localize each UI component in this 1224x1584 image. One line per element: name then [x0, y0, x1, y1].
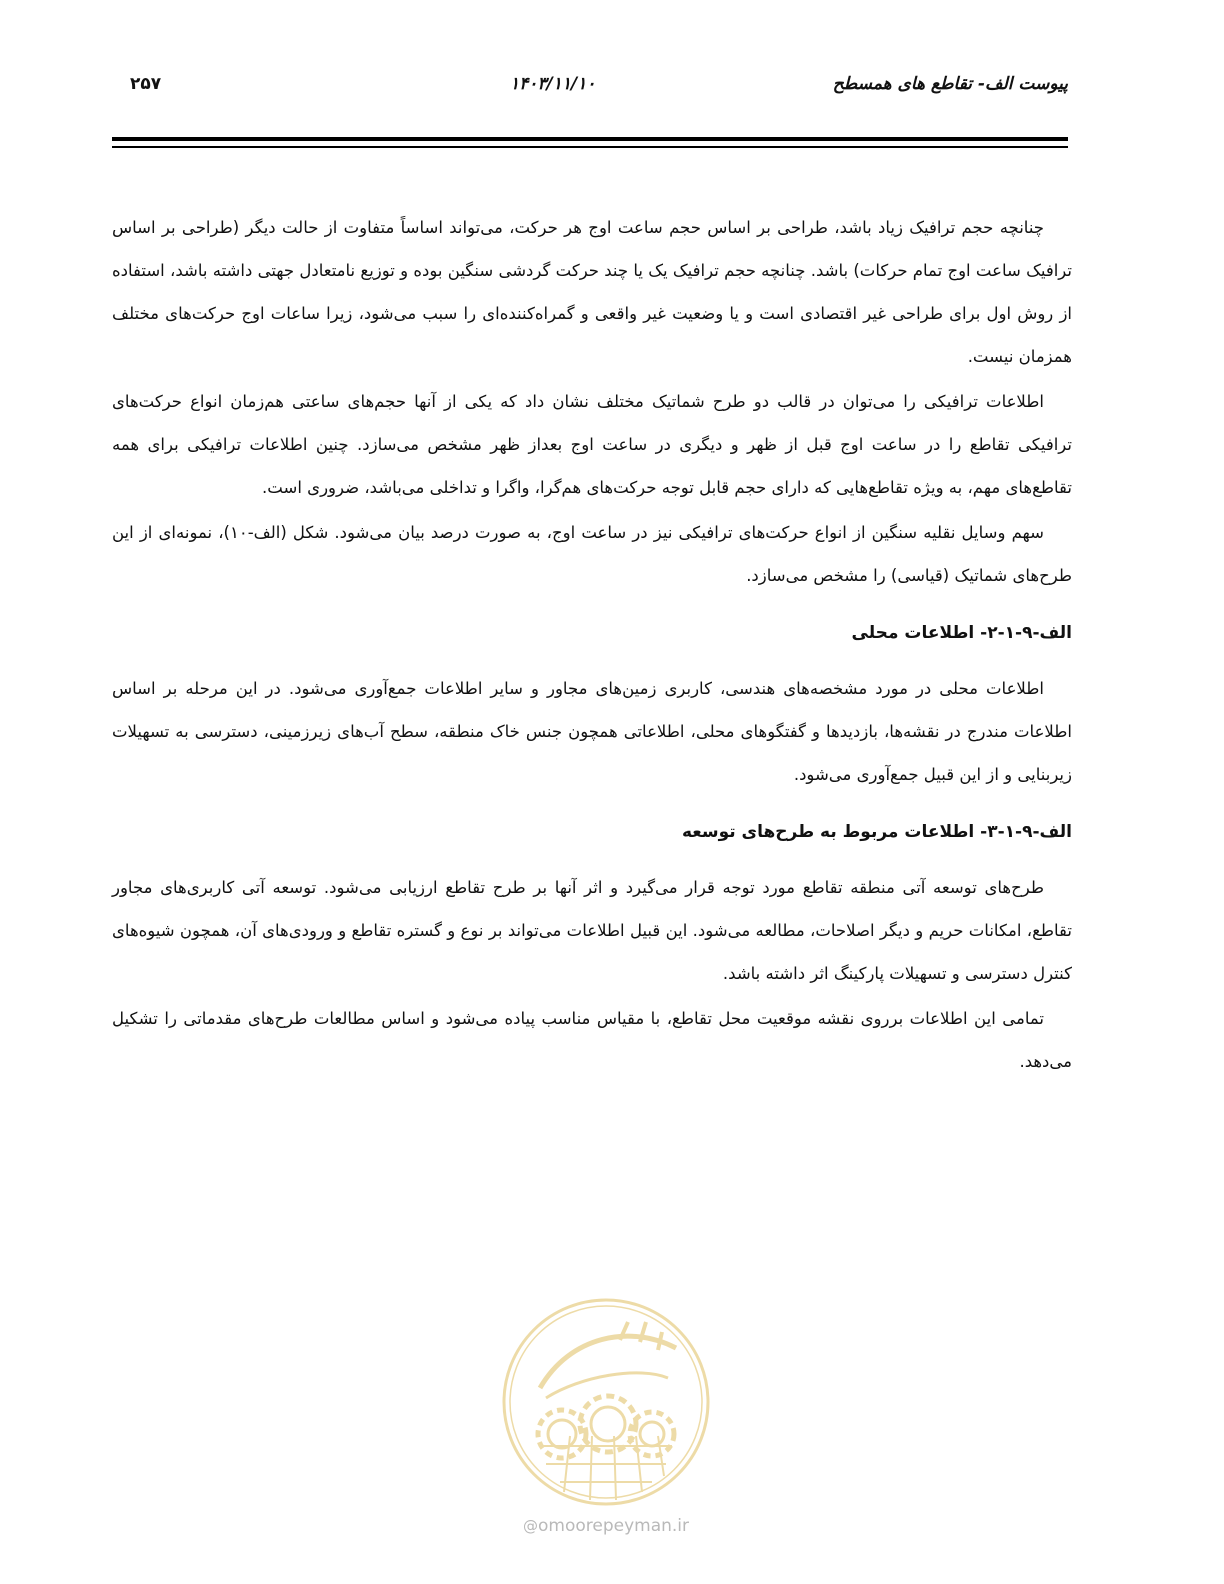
page-number: ۲۵۷: [130, 74, 162, 94]
body-text: [112, 206, 1072, 1085]
at-sign-icon: @: [522, 1517, 538, 1535]
header-title: پیوست الف- تقاطع های همسطح: [832, 74, 1068, 94]
paragraph: تمامی این اطلاعات برروی نقشه موقعیت محل تقاطع، با مقیاس مناسب پیاده می‌شود و اساس مطالعات طرح‌های مقدماتی را تشکیل می‌دهد.: [112, 1009, 1072, 1071]
header-rule-thin: [112, 146, 1068, 148]
section-heading: الف-۹-۱-۲- اطلاعات محلی: [851, 623, 1072, 643]
header-rule-thick: [112, 137, 1068, 141]
website-text: omoorepeyman.ir: [537, 1516, 690, 1536]
watermark-website: [500, 1516, 712, 1536]
paragraph: طرح‌های توسعه آتی منطقه تقاطع مورد توجه قرار می‌گیرد و اثر آنها بر طرح تقاطع ارزیابی می‌شود. توسعه آتی کاربری‌های مجاور تقاطع، امکانات حریم و دیگر اصلاحات، مطالعه می‌شود. این قبیل اطلاعات می‌تواند بر نوع و گستره تقاطع و ورودی‌های آن، همچون شیوه‌های کنترل دسترسی و تسهیلات پارکینگ اثر داشته باشد.: [112, 878, 1072, 983]
header-date: ۱۴۰۳/۱۱/۱۰: [510, 74, 596, 94]
paragraph: اطلاعات محلی در مورد مشخصه‌های هندسی، کاربری زمین‌های مجاور و سایر اطلاعات جمع‌آوری می‌شود. در این مرحله بر اساس اطلاعات مندرج در نقشه‌ها، بازدیدها و گفتگوهای محلی، اطلاعاتی همچون جنس خاک منطقه، سطح آب‌های زیرزمینی، دسترسی به تسهیلات زیربنایی و از این قبیل جمع‌آوری می‌شود.: [112, 679, 1072, 784]
watermark-seal-logo: [500, 1296, 712, 1508]
page-header: [112, 74, 1068, 104]
section-heading: الف-۹-۱-۳- اطلاعات مربوط به طرح‌های توسعه: [681, 822, 1072, 842]
paragraph: اطلاعات ترافیکی را می‌توان در قالب دو طرح شماتیک مختلف نشان داد که یکی از آنها حجم‌های ساعتی هم‌زمان انواع حرکت‌های ترافیکی تقاطع را در ساعت اوج قبل از ظهر و دیگری در ساعت اوج بعداز ظهر مشخص می‌سازد. چنین اطلاعات ترافیکی برای همه تقاطع‌های مهم، به ویژه تقاطع‌هایی که دارای حجم قابل توجه حرکت‌های هم‌گرا، واگرا و تداخلی می‌باشد، ضروری است.: [112, 392, 1072, 497]
paragraph: چنانچه حجم ترافیک زیاد باشد، طراحی بر اساس حجم ساعت اوج هر حرکت، می‌تواند اساساً متفاوت از حالت دیگر (طراحی بر اساس ترافیک ساعت اوج تمام حرکات) باشد. چنانچه حجم ترافیک یک یا چند حرکت گردشی سنگین بوده و توزیع نامتعادل جهتی داشته باشد، استفاده از روش اول برای طراحی غیر اقتصادی است و یا وضعیت غیر واقعی و گمراه‌کننده‌ای را سبب می‌شود، زیرا ساعات اوج حرکت‌های مختلف همزمان نیست.: [112, 218, 1072, 366]
paragraph: سهم وسایل نقلیه سنگین از انواع حرکت‌های ترافیکی نیز در ساعت اوج، به صورت درصد بیان می‌شود. شکل (الف-۱۰)، نمونه‌ای از این طرح‌های شماتیک (قیاسی) را مشخص می‌سازد.: [112, 523, 1072, 585]
